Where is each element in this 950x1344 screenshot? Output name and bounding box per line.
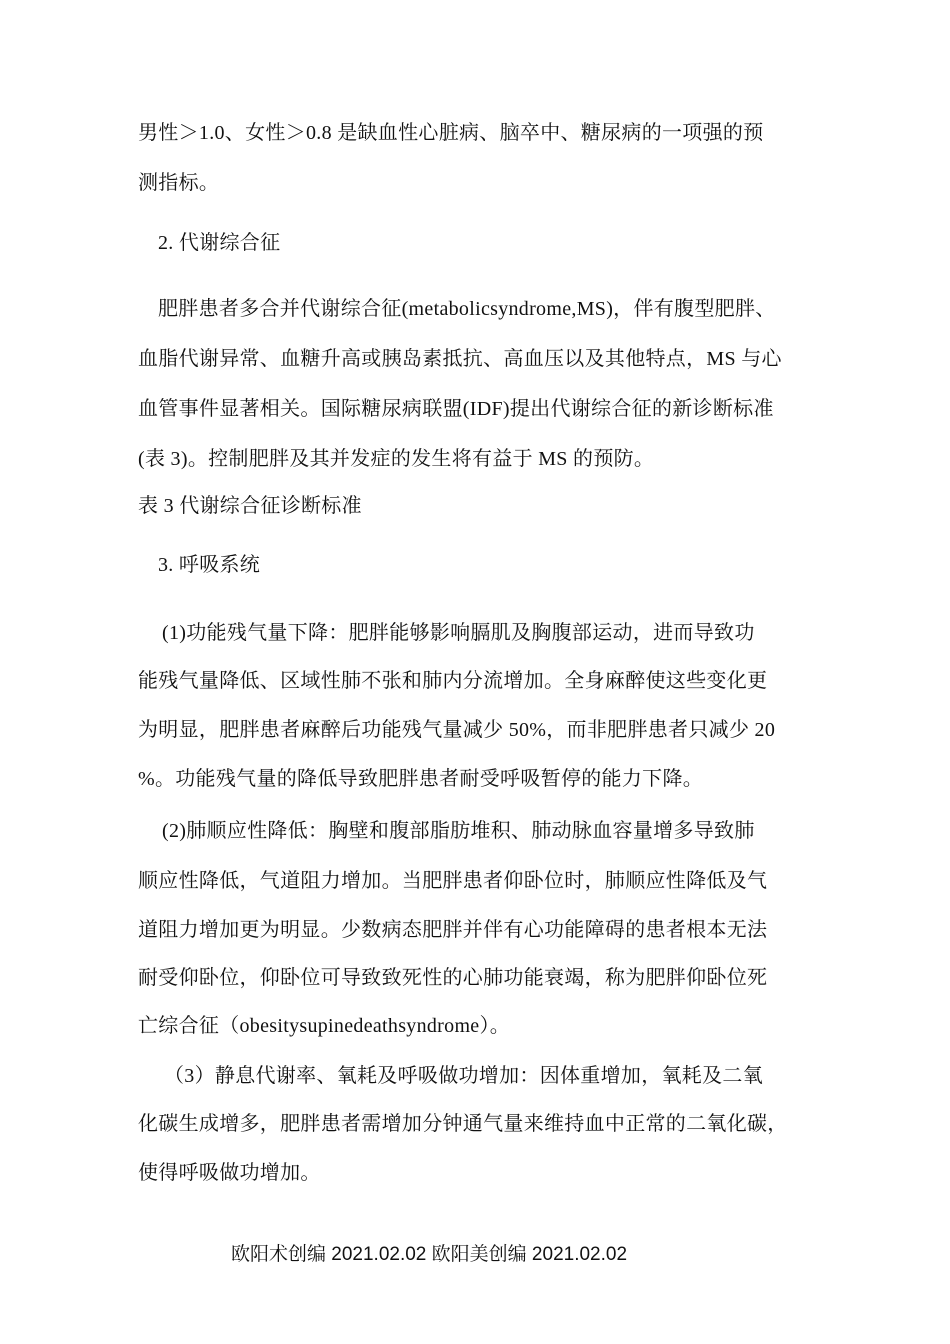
- section-heading: 2. 代谢综合征: [158, 232, 281, 254]
- paragraph-line: 肥胖患者多合并代谢综合征(metabolicsyndrome,MS)，伴有腹型肥胖、: [158, 298, 776, 320]
- paragraph-line: %。功能残气量的降低导致肥胖患者耐受呼吸暂停的能力下降。: [138, 768, 704, 790]
- section-heading: 3. 呼吸系统: [158, 554, 261, 576]
- paragraph-line: 耐受仰卧位，仰卧位可导致致死性的心肺功能衰竭，称为肥胖仰卧位死: [138, 967, 768, 989]
- paragraph-line: 测指标。: [138, 172, 220, 194]
- paragraph-line: 亡综合征（obesitysupinedeathsyndrome）。: [138, 1015, 511, 1037]
- page-footer: 欧阳术创编 2021.02.02 欧阳美创编 2021.02.02: [231, 1244, 628, 1265]
- paragraph-line: 血脂代谢异常、血糖升高或胰岛素抵抗、高血压以及其他特点，MS 与心: [138, 348, 782, 370]
- paragraph-line: (1)功能残气量下降：肥胖能够影响膈肌及胸腹部运动，进而导致功: [162, 622, 755, 644]
- paragraph-line: 能残气量降低、区域性肺不张和肺内分流增加。全身麻醉使这些变化更: [138, 670, 768, 692]
- paragraph-line: 为明显，肥胖患者麻醉后功能残气量减少 50%，而非肥胖患者只减少 20: [138, 719, 776, 741]
- paragraph-line: (表 3)。控制肥胖及其并发症的发生将有益于 MS 的预防。: [138, 448, 655, 470]
- paragraph-line: 顺应性降低，气道阻力增加。当肥胖患者仰卧位时，肺顺应性降低及气: [138, 870, 768, 892]
- paragraph-line: 血管事件显著相关。国际糖尿病联盟(IDF)提出代谢综合征的新诊断标准: [138, 398, 774, 420]
- paragraph-line: （3）静息代谢率、氧耗及呼吸做功增加：因体重增加，氧耗及二氧: [164, 1065, 763, 1087]
- paragraph-line: 化碳生成增多，肥胖患者需增加分钟通气量来维持血中正常的二氧化碳，: [138, 1113, 788, 1135]
- paragraph-line: 男性＞1.0、女性＞0.8 是缺血性心脏病、脑卒中、糖尿病的一项强的预: [138, 122, 764, 144]
- paragraph-line: 道阻力增加更为明显。少数病态肥胖并伴有心功能障碍的患者根本无法: [138, 919, 768, 941]
- paragraph-line: 使得呼吸做功增加。: [138, 1162, 321, 1184]
- paragraph-line: (2)肺顺应性降低：胸壁和腹部脂肪堆积、肺动脉血容量增多导致肺: [162, 820, 755, 842]
- table-caption: 表 3 代谢综合征诊断标准: [138, 495, 362, 517]
